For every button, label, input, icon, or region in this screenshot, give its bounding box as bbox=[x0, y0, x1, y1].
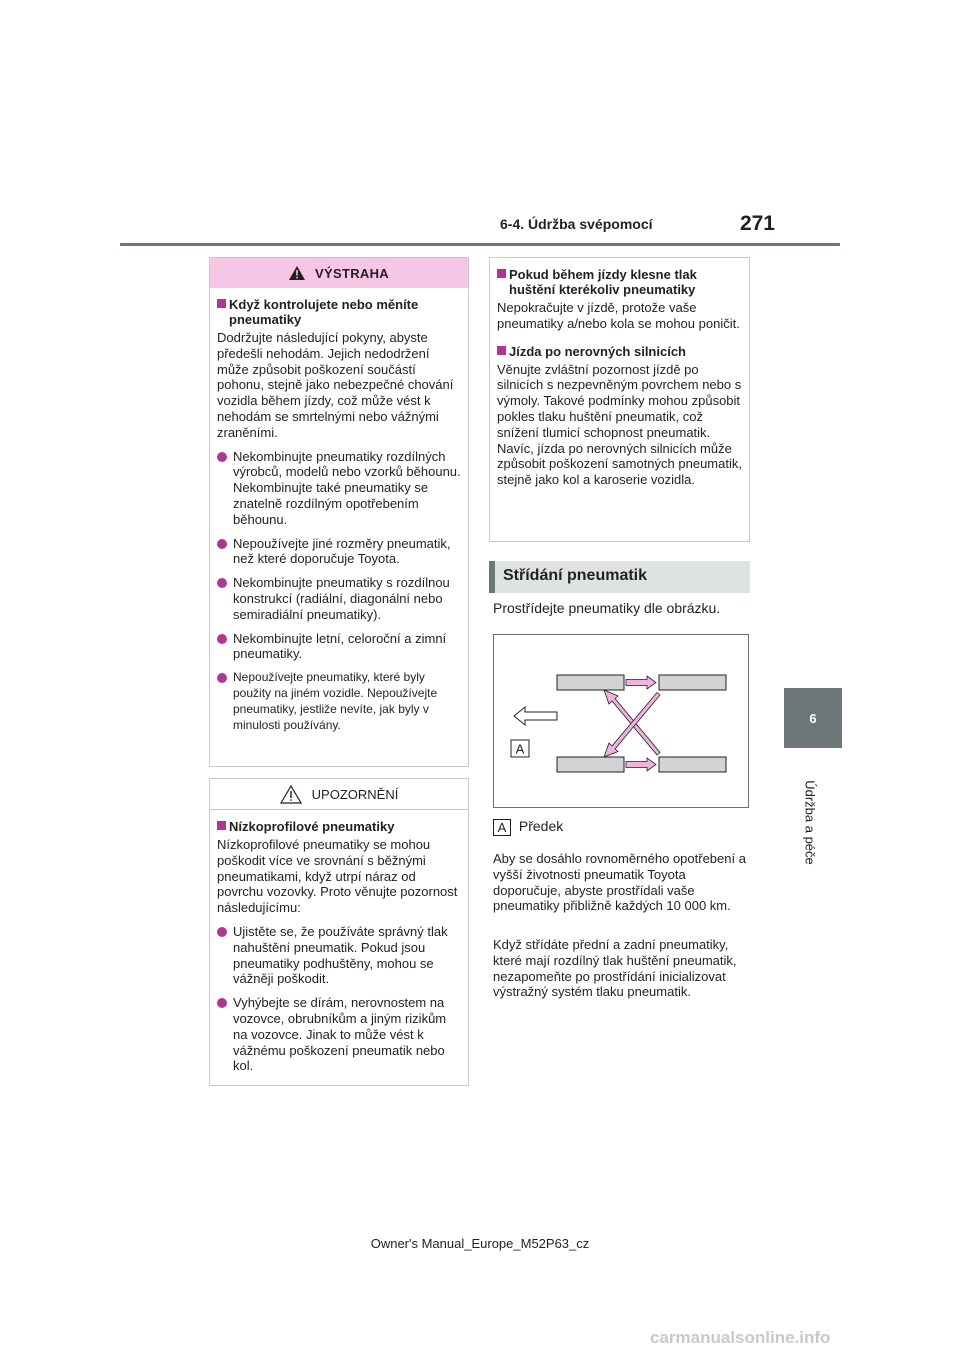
chapter-label: Údržba a péče bbox=[802, 780, 818, 865]
caution-triangle-icon bbox=[280, 785, 302, 804]
tire-rotation-diagram bbox=[493, 634, 749, 808]
info-box bbox=[489, 257, 750, 542]
rotation-intro: Prostřídejte pneumatiky dle obrázku. bbox=[493, 600, 721, 616]
warning-intro: Dodržujte následující pokyny, abyste předešli nehodám. Jejich nedodržení může způsobit poškození součástí pohonu, stejně jako nebezpečné chování vozidla během jízdy, což může vést k nehodám se smrtelnými nebo vážnými zraněními. bbox=[217, 330, 454, 440]
caution-header bbox=[210, 779, 468, 810]
rotation-paragraph-1: Aby se dosáhlo rovnoměrného opotřebení a vyšší životnosti pneumatik Toyota doporučuje, abyste prostřídali vaše pneumatiky přibližně každých 10 000 km. bbox=[493, 851, 746, 914]
front-direction-arrow bbox=[514, 707, 557, 725]
footer: Owner's Manual_Europe_M52P63_cz bbox=[370, 1236, 590, 1251]
tire-rear-left bbox=[557, 757, 624, 772]
caution-bullet: Ujistěte se, že používáte správný tlak nahuštění pneumatik. Pokud jsou pneumatiky podhuštěny, mohou se vážněji poškodit. bbox=[217, 924, 462, 987]
caution-intro: Nízkoprofilové pneumatiky se mohou poškodit více ve srovnání s běžnými pneumatikami, když utrpí náraz od povrchu vozovky. Proto věnujte pozornost následujícímu: bbox=[217, 837, 458, 916]
key-label: Předek bbox=[518, 818, 564, 835]
caution-heading: Nízkoprofilové pneumatiky bbox=[217, 819, 462, 834]
arrow-rear bbox=[626, 758, 656, 771]
warning-bullet: Nekombinujte letní, celoroční a zimní pneumatiky. bbox=[217, 631, 462, 663]
page-number: 271 bbox=[739, 212, 775, 235]
header-rule bbox=[120, 243, 840, 246]
watermark: carmanualsonline.info bbox=[650, 1328, 831, 1347]
warning-box bbox=[209, 257, 469, 767]
tire-front-left bbox=[557, 675, 624, 690]
section-heading-text: Střídání pneumatik bbox=[503, 567, 648, 584]
warning-header bbox=[210, 258, 468, 288]
warning-title: VÝSTRAHA bbox=[315, 265, 389, 281]
caution-box bbox=[209, 778, 469, 1086]
section-heading-bar bbox=[489, 561, 495, 593]
warning-bullet: Nepoužívejte jiné rozměry pneumatik, než které doporučuje Toyota. bbox=[217, 536, 462, 568]
warning-triangle-icon bbox=[289, 266, 305, 280]
diagram-key-letter: A bbox=[515, 741, 525, 757]
warning-heading: Když kontrolujete nebo měníte pneumatiky bbox=[217, 297, 462, 327]
warning-bullet: Nekombinujte pneumatiky s rozdílnou konstrukcí (radiální, diagonální nebo semiradiální pneumatiky). bbox=[217, 575, 462, 622]
info-heading-rough-roads: Jízda po nerovných silnicích bbox=[497, 344, 743, 359]
key-letter-box: A bbox=[493, 819, 511, 836]
section-header: 6-4. Údržba svépomocí bbox=[500, 216, 653, 232]
section-heading bbox=[489, 561, 750, 593]
tire-front-right bbox=[659, 675, 726, 690]
info-heading-pressure: Pokud během jízdy klesne tlak huštění kterékoliv pneumatiky bbox=[497, 267, 743, 297]
info-text-rough-roads: Věnujte zvláštní pozornost jízdě po silnicích s nezpevněným povrchem nebo s výmoly. Takové podmínky mohou způsobit pokles tlaku huštění pneumatik, což snížení tlumicí schopnost pneumatik. Navíc, jízda po nerovných silnicích může způsobit poškození samotných pneumatik, stejně jako kol a karoserie vozidla. bbox=[497, 361, 742, 488]
info-text-pressure: Nepokračujte v jízdě, protože vaše pneumatiky a/nebo kola se mohou poničit. bbox=[497, 300, 740, 331]
chapter-number: 6 bbox=[809, 710, 817, 726]
warning-bullet: Nepoužívejte pneumatiky, které byly použity na jiném vozidle. Nepoužívejte pneumatiky, jestliže nevíte, jak byly v minulosti používány. bbox=[217, 670, 462, 733]
warning-bullet: Nekombinujte pneumatiky rozdílných výrobců, modelů nebo vzorků běhounu. Nekombinujte také pneumatiky se znatelně rozdílným opotřebením běhounu. bbox=[217, 449, 462, 528]
chapter-tab bbox=[784, 688, 842, 748]
tire-rear-right bbox=[659, 757, 726, 772]
caution-title: UPOZORNĚNÍ bbox=[311, 786, 399, 802]
rotation-paragraph-2: Když střídáte přední a zadní pneumatiky, které mají rozdílný tlak huštění pneumatik, nezapomeňte po prostřídání inicializovat výstražný systém tlaku pneumatik. bbox=[493, 937, 737, 1000]
diagram-key bbox=[493, 819, 751, 836]
arrow-front bbox=[626, 676, 656, 689]
caution-bullet: Vyhýbejte se dírám, nerovnostem na vozovce, obrubníkům a jiným rizikům na vozovce. Jinak to může vést k vážnému poškození pneumatik nebo kol. bbox=[217, 995, 462, 1074]
